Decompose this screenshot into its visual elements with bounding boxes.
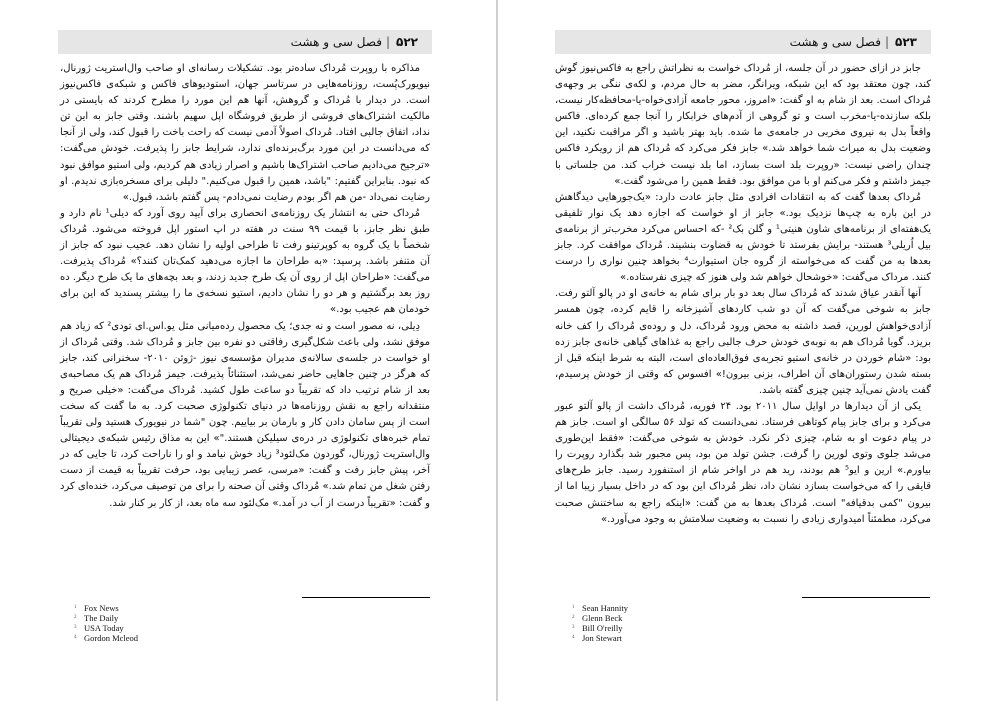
header-separator: | bbox=[385, 35, 393, 49]
left-page-number: ۵۲۲ bbox=[396, 35, 418, 49]
left-page-body bbox=[60, 61, 430, 512]
paragraph: مذاکره با روپرت مُرداک ساده‌تر بود. تشکیلات رسانه‌ای او صاحب وال‌استریت ژورنال، نیویورک‌پُست، روزنامه‌هایی در سرتاسر جهان، استودیوهای فاکس و شبکه‌ی فاکس‌نیوز است. در دیدار با مُرداک و گروهش، آنها هم این مورد را مطرح کردند که بایستی در مالکیت اشتراک‌های فروشی از طریق فروشگاه اپل سهیم باشند. وقتی جابز به این تن نداد، اتفاق جالبی افتاد. مُرداک اصولاً آدمی نیست که راحت باخت را قبول کند، ولی از آنجا که می‌دانست در این مورد برگ‌برنده‌ای ندارد، شرایط جابز را پذیرفت. خودش می‌گفت: «ترجیح می‌دادیم صاحب اشتراک‌ها باشیم و اصرار زیادی هم کردیم، ولی استیو موافق نبود که نبود. بنابراین گفتیم: "باشد، همین را قبول می‌کنیم." دلیلی برای مسخره‌بازی ندیدم. او رضایت نمی‌داد -من هم اگر بودم رضایت نمی‌دادم- پس گفتم باشد، قبول.» bbox=[60, 63, 430, 203]
left-page-header bbox=[58, 30, 432, 54]
right-page bbox=[498, 0, 993, 701]
left-footnotes bbox=[74, 603, 138, 643]
right-footnotes bbox=[572, 603, 628, 643]
footnote: $^1$ Fox News bbox=[74, 603, 119, 613]
footnote: $^3$ Bill O'reilly bbox=[572, 623, 623, 633]
paragraph: یکی از آن دیدارها در اوایل سال ۲۰۱۱ بود. ۲۴ فوریه، مُرداک داشت از پالو آلتو عبور می‌کرد و برای جابز پیام کوتاهی فرستاد. نمی‌دانست که تولد ۵۶ سالگی او است. جابز هم در پیام دعوت او به شام، چیزی ذکر نکرد. خودش به شوخی می‌گفت: «فقط این‌طوری می‌شد جلوی وتوی لورین را گرفت. جشن تولد من بود، پس مجبور شد بگذارد روپرت را بیاورم.» ارین و ایو⁵ هم بودند، رید هم در اواخر شام از استنفورد رسید. جابز طرح‌های قایقی را که می‌خواست بسازد نشان داد، نظر مُرداک این بود که در داخل بسیار زیبا اما از بیرون "کمی بدقیافه" است. مُرداک بعدها به من گفت: «اینکه راجع به ساختنش صحبت می‌کرد، مطمئناً امیدواری زیادی را نسبت به وضعیت سلامتش به وجود می‌آورد.» bbox=[555, 400, 932, 525]
paragraph: مُرداک بعدها گفت که به انتقادات افرادی مثل جابز عادت دارد: «یک‌جورهایی دیدگاهش در این باره به چپ‌ها نزدیک بود.» جابز از او خواست که اجازه دهد یک نوار تلفیقی یک‌هفته‌ای از برنامه‌های شاون هنیتی¹ و گلن بک² -که احساس می‌کرد مخرب‌تر از برنامه‌ی بیل اُریلی³ هستند- برایش بفرستد تا خودش به قضاوت بنشیند. مُرداک موافقت کرد. جابز بعدها به من گفت که می‌خواسته از گروه جان استیوارت⁴ بخواهد چنین نواری را درست کنند. مرداک می‌گفت: «خوشحال خواهم شد ولی هنوز که چیزی نفرستاده.» bbox=[555, 191, 932, 284]
right-page-header bbox=[555, 30, 931, 54]
left-chapter-title: فصل سی و هشت bbox=[290, 35, 382, 49]
right-page-number: ۵۲۳ bbox=[895, 35, 917, 49]
footnote: $^2$ The Daily bbox=[74, 613, 119, 623]
paragraph: دِیلی، نه مصور است و نه جدی؛ یک محصول رده‌میانی مثل یو.اس.ای تودی² که زیاد هم موفق نشد، ولی باعث شکل‌گیری رفاقتی دو نفره بین جابز و مُرداک شد. وقتی مُرداک از او خواست در جلسه‌ی سالانه‌ی مدیران مؤسسه‌ی نیوز -ژوئن ۲۰۱۰- سخنرانی کند، جابز که هرگز در چنین جاهایی حاضر نمی‌شد، استثنائاً پذیرفت. جیمز مُرداک هم یک مصاحبه‌ی بعد از شام ترتیب داد که تقریباً دو ساعت طول کشید. مُرداک می‌گفت: «خیلی صریح و منتقدانه راجع به نقش روزنامه‌ها در دنیای تکنولوژی صحبت کرد. به ما گفت که سخت است از پس سامان دادن کار و بارمان بر بیاییم. چون "شما در نیویورک هستید ولی تقریباً تمام خبره‌های تکنولوژی در دره‌ی سیلیکن هستند."» این به مذاق رئیس شبکه‌ی دیجیتالی وال‌استریت ژورنال، گوردون مک‌لئود³ زیاد خوش نیامد و او را ناراحت کرد، تا جایی که در آخر، پیش جابز رفت و گفت: «مرسی، عصر زیبایی بود، حرفت تقریباً به قیمت از دست رفتن شغل من تمام شد.» مُرداک وقتی آن صحنه را برای من توصیف می‌کرد، خنده‌ای کرد و گفت: «تقریباً درست از آب در آمد.» مک‌لئود سه ماه بعد، از کار بر کنار شد. bbox=[60, 320, 430, 509]
footnote: $^1$ Sean Hannity bbox=[572, 603, 629, 613]
left-page bbox=[0, 0, 496, 701]
footnote: $^3$ USA Today bbox=[74, 623, 124, 633]
footnote: $^2$ Glenn Beck bbox=[572, 613, 623, 623]
footnote: $^4$ Gordon Mcleod bbox=[74, 633, 139, 643]
paragraph: مُرداک حتی به انتشار یک روزنامه‌ی انحصاری برای آیپد روی آورد که دیلی¹ نام دارد و طبق نظر جابز، با قیمت ۹۹ سنت در هفته در اپ استور اپل فروخته می‌شود. مُرداک شخصاً با یک گروه به کوپرتینو رفت تا طراحی اولیه را نشان دهد. عجیب نبود که جابز از آن متنفر باشد. پرسید: «به طراحان ما اجازه می‌دهید کمک‌تان کنند؟» مُرداک پذیرفت. می‌گفت: «طراحان اپل از روی آن یک طرح جدید زدند، و بعد بچه‌های ما یک طرح دیگر. ده روز بعد برگشتیم و هر دو را نشان دادیم، استیو نسخه‌ی ما را بیشتر پسندید که این برای خودمان هم عجیب بود.» bbox=[60, 207, 430, 316]
right-chapter-title: فصل سی و هشت bbox=[789, 35, 881, 49]
paragraph: آنها آنقدر عیاق شدند که مُرداک سال بعد دو بار برای شام به خانه‌ی او در پالو آلتو رفت. جابز به شوخی می‌گفت که آن دو شب کاردهای آشپزخانه را قایم کرده، چون همسر آزادی‌خواهش لورین، قصد داشته به محض ورود مُرداک، دل و روده‌ی مُرداک را کف خانه بریزد. گویا مُرداک هم به نوبه‌ی خودش حرف جالبی راجع به غذاهای گیاهی خانه‌ی جابز زده بود: «شام خوردن در خانه‌ی استیو تجربه‌ی فوق‌العاده‌ای است، البته به شرط اینکه قبل از بسته شدن رستوران‌های آن اطراف، بزنی بیرون!» افسوس که وقتی از خودش پرسیدم، گفت یادش نمی‌آید چنین چیزی گفته باشد. bbox=[555, 288, 931, 396]
footnote-rule bbox=[802, 597, 930, 598]
header-separator: | bbox=[884, 35, 892, 49]
footnote: $^4$ Jon Stewart bbox=[572, 633, 622, 643]
right-page-body bbox=[555, 61, 931, 528]
footnote-rule bbox=[302, 597, 430, 598]
paragraph: جابز در ازای حضور در آن جلسه، از مُرداک خواست به نظراتش راجع به فاکس‌نیوز گوش کند، چون معتقد بود که این شبکه، ویرانگر، مضر به حال مردم، و لکه‌ی ننگی بر وجهه‌ی مُرداک است. بعد از شام به او گفت: «امروز، محور جامعه آزادی‌خواه-یا-محافظه‌کار نیست، بلکه سازنده-یا-مخرب است و تو گروهی از آدم‌های خرابکار را آنجا جمع کرده‌ای. فاکس واقعاً بدل به نیروی مخربی در جامعه‌ی ما شده. باید بهتر باشید و اگر مراقبت نکنید، این وضعیت بدل به میراث شما خواهد شد.» جابز فکر می‌کرد که مُرداک هم از رویکرد فاکس چندان راضی نیست: «روپرت بلد است بسازد، اما بلد نیست خراب کند. من جلساتی با جیمز داشتم و فکر می‌کنم او با من موافق بود. فقط همین را می‌شود گفت.» bbox=[555, 63, 931, 187]
